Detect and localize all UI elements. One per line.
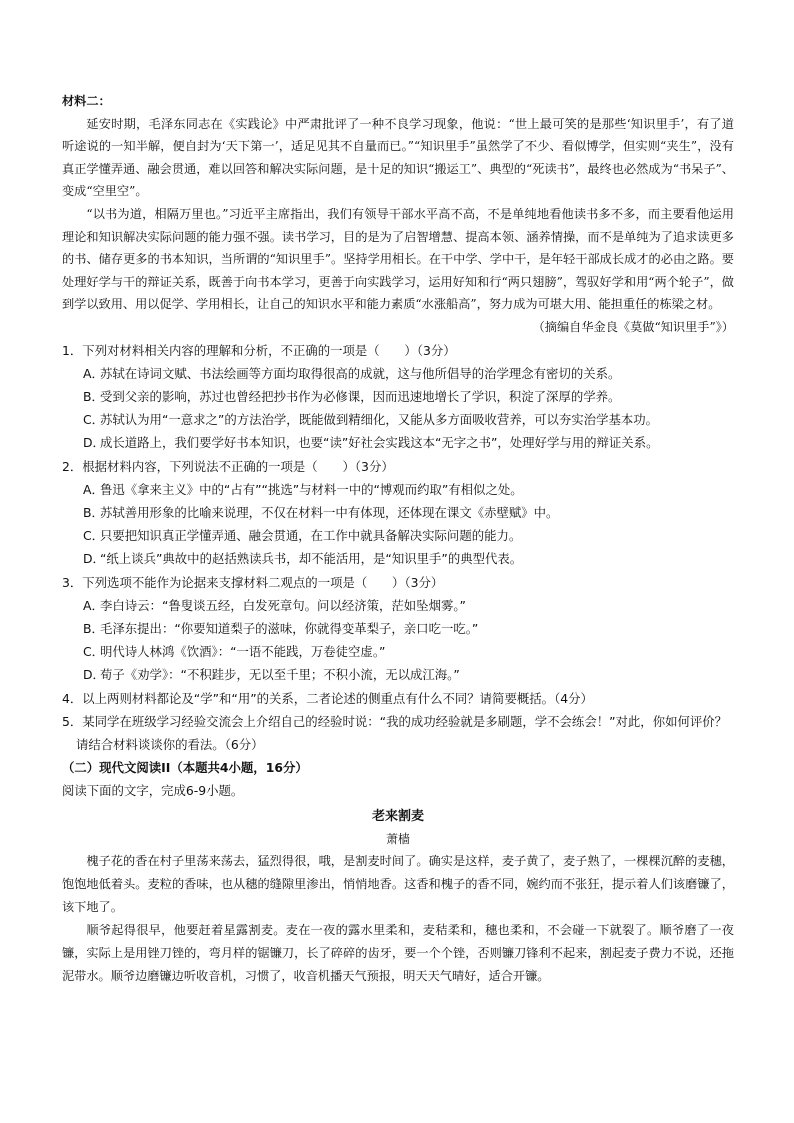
option-c bbox=[62, 408, 734, 431]
option-label: B． bbox=[83, 620, 104, 636]
option-label: C． bbox=[83, 644, 105, 660]
question-stem: 2．根据材料内容，下列说法不正确的一项是（ ）（3分） bbox=[62, 458, 394, 474]
option-label: D． bbox=[83, 551, 105, 567]
question-stem: 3．下列选项不能作为论据来支撑材料二观点的一项是（ ）（3分） bbox=[62, 574, 444, 590]
article-paragraph-1: 槐子花的香在村子里荡来荡去，猛烈得很，哦，是割麦时间了。确实是这样，麦子黄了，麦子熟了，一棵棵沉醉的麦穗，饱饱地低着头。麦粒的香味，也从穗的缝隙里渗出，悄悄地香。这香和槐子的香不同，婉约而不张狂，提示着人们该磨镰了，该下地了。 bbox=[62, 854, 734, 915]
option-d bbox=[62, 547, 734, 570]
option-a bbox=[62, 362, 734, 385]
option-b bbox=[62, 385, 734, 408]
option-a bbox=[62, 594, 734, 617]
option-text: 鲁迅《拿来主义》中的“占有”“挑选”与材料一中的“博观而约取”有相似之处。 bbox=[100, 481, 523, 497]
option-text: 荀子《劝学》：“不积跬步，无以至千里；不积小流，无以成江海。” bbox=[100, 667, 460, 683]
material-paragraph-2: “以书为道，相隔万里也。”习近平主席指出，我们有领导干部水平高不高，不是单纯地看他读书多不多，而主要看他运用理论和知识解决实际问题的能力强不强。读书学习，目的是为了启智增慧、提高本领、涵养情操，而不是单纯为了追求读更多的书、储存更多的书本知识，当所谓的“知识里手”。坚持学用相长。在干中学、学中干，是年轻干部成长成才的必由之路。要处理好学与干的辩证关系，既善于向书本学习，更善于向实践学习，运用好知和行“两只翅膀”，驾驭好学和用“两个轮子”，做到学以致用、用以促学、学用相长，让自己的知识水平和能力素质“水涨船高”，努力成为可堪大用、能担重任的栋梁之材。 bbox=[62, 206, 734, 312]
article-title: 老来割麦 bbox=[371, 809, 424, 825]
option-text: 明代诗人林鸿《饮酒》：“一语不能践，万卷徒空虚。” bbox=[100, 644, 386, 660]
section-instruction: 阅读下面的文字，完成6-9小题。 bbox=[62, 783, 244, 799]
option-text: 成长道路上，我们要学好书本知识，也要“读”好社会实践这本“无字之书”，处理好学与用的辩证关系。 bbox=[100, 435, 659, 451]
question-3 bbox=[62, 571, 734, 687]
option-text: 苏轼在诗词文赋、书法绘画等方面均取得很高的成就，这与他所倡导的治学理念有密切的关系。 bbox=[100, 365, 621, 381]
material-heading: 材料二： bbox=[62, 94, 111, 108]
material-paragraph-1: 延安时期，毛泽东同志在《实践论》中严肃批评了一种不良学习现象，他说：“世上最可笑的是那些‘知识里手’，有了道听途说的一知半解，便自封为‘天下第一’，适足见其不自量而已。”“知识里手”虽然学了不少、看似博学，但实则“夹生”，没有真正学懂弄通、融会贯通，难以回答和解决实际问题，是十足的知识“搬运工”、典型的“死读书”，最终也必然成为“书呆子”、变成“空里空”。 bbox=[62, 116, 734, 199]
question-5: 5．某同学在班级学习经验交流会上介绍自己的经验时说：“我的成功经验就是多刷题，学不会练会！”对此，你如何评价？请结合材料谈谈你的看法。（6分） bbox=[62, 713, 728, 752]
option-label: C． bbox=[83, 412, 105, 428]
option-label: C． bbox=[83, 528, 105, 544]
option-text: 李白诗云：“鲁叟谈五经，白发死章句。问以经济策，茫如坠烟雾。” bbox=[100, 597, 466, 613]
article-author: 萧樯 bbox=[385, 832, 410, 847]
option-c bbox=[62, 524, 734, 547]
option-text: 受到父亲的影响，苏过也曾经把抄书作为必修课，因而迅速地增长了学识，积淀了深厚的学养。 bbox=[100, 388, 621, 404]
option-label: D． bbox=[83, 667, 105, 683]
option-d bbox=[62, 663, 734, 686]
question-2 bbox=[62, 455, 734, 571]
question-stem: 1．下列对材料相关内容的理解和分析，不正确的一项是（ ）（3分） bbox=[62, 342, 456, 358]
option-text: 苏轼善用形象的比喻来说理，不仅在材料一中有体现，还体现在课文《赤壁赋》中。 bbox=[100, 504, 559, 520]
option-label: A． bbox=[83, 365, 104, 381]
option-text: 毛泽东提出：“你要知道梨子的滋味，你就得变革梨子，亲口吃一吃。” bbox=[100, 620, 479, 636]
option-label: A． bbox=[83, 481, 104, 497]
question-1 bbox=[62, 339, 734, 455]
option-b bbox=[62, 617, 734, 640]
question-4: 4．以上两则材料都论及“学”和“用”的关系，二者论述的侧重点有什么不同？请简要概括。（4分） bbox=[62, 690, 593, 706]
option-label: D． bbox=[83, 435, 105, 451]
option-label: B． bbox=[83, 388, 104, 404]
option-d bbox=[62, 431, 734, 454]
option-label: B． bbox=[83, 504, 104, 520]
article-paragraph-2: 顺爷起得很早，他要赶着星露割麦。麦在一夜的露水里柔和，麦秸柔和，穗也柔和，不会碰一下就裂了。顺爷磨了一夜镰，实际上是用锉刀锉的，弯月样的锯镰刀，长了碎碎的齿牙，要一个个锉，否则镰刀锋利不起来，割起麦子费力不说，还拖泥带水。顺爷边磨镰边听收音机，习惯了，收音机播天气预报，明天天气晴好，适合开镰。 bbox=[62, 923, 734, 984]
option-text: 只要把知识真正学懂弄通、融会贯通，在工作中就具备解决实际问题的能力。 bbox=[100, 528, 522, 544]
material-source: （摘编自华金良《莫做“知识里手”》） bbox=[532, 319, 734, 334]
option-a bbox=[62, 478, 734, 501]
option-b bbox=[62, 501, 734, 524]
option-c bbox=[62, 640, 734, 663]
option-text: 苏轼认为用“一意求之”的方法治学，既能做到精细化，又能从多方面吸收营养，可以夯实治学基本功。 bbox=[100, 412, 659, 428]
option-text: “纸上谈兵”典故中的赵括熟读兵书，却不能活用，是“知识里手”的典型代表。 bbox=[100, 551, 523, 567]
section-header: （二）现代文阅读II（本题共4小题，16分） bbox=[62, 760, 308, 776]
page bbox=[62, 90, 734, 988]
option-label: A． bbox=[83, 597, 104, 613]
